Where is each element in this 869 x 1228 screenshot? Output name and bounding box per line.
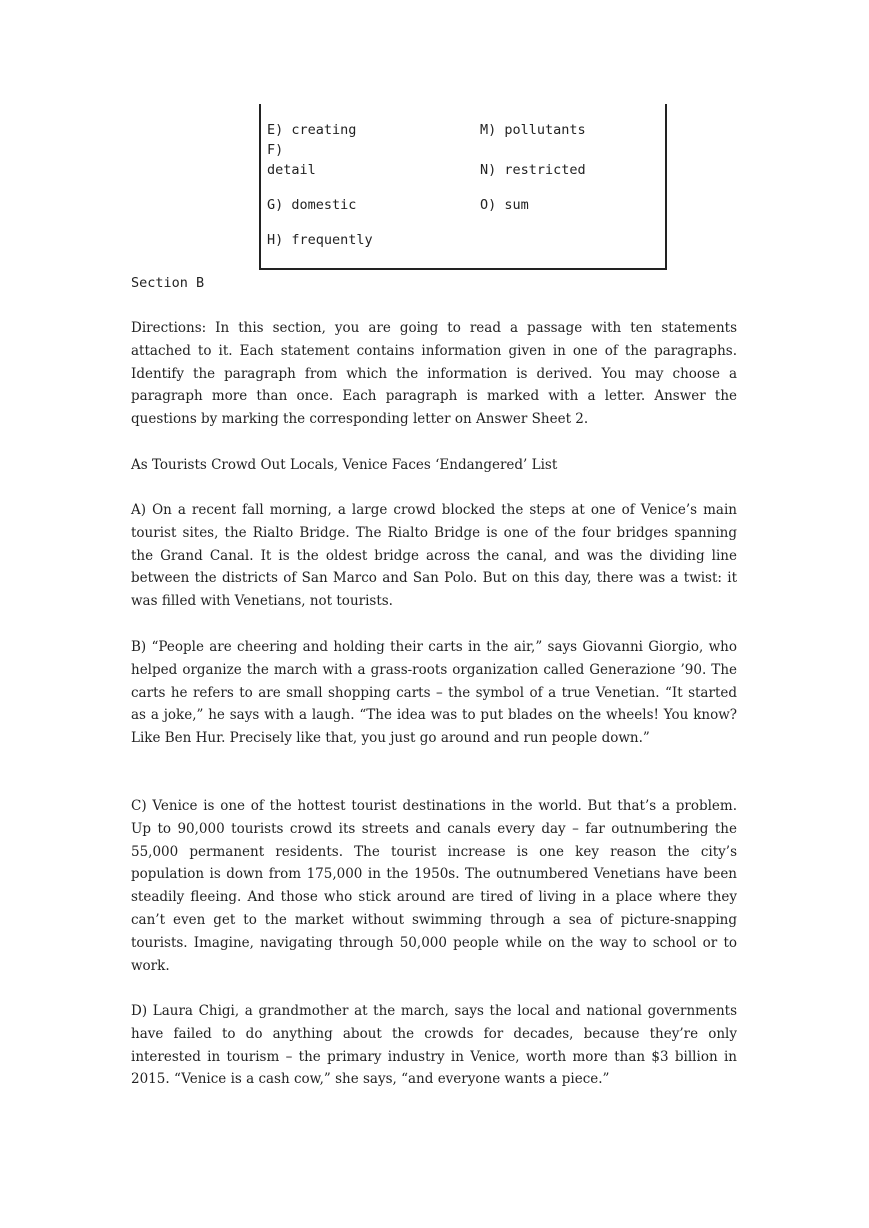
word-bank-word: detail — [267, 162, 316, 178]
word-bank-word: frequently — [291, 232, 373, 248]
word-bank-word: restricted — [504, 162, 586, 178]
paragraph-text: On a recent fall morning, a large crowd blocked the steps at one of Venice’s main tourist sites, the Rialto Bridge. The Rialto Bridge is one of the four bridges spanning the Grand Canal. It is the oldest bridge across the canal, and was the dividing line between the districts of San Marco and San Polo. But on this day, there was a twist: it was filled with Venetians, not tourists. — [131, 502, 737, 610]
paragraph-b — [131, 636, 737, 750]
word-bank-item-o — [480, 195, 529, 215]
passage-title: As Tourists Crowd Out Locals, Venice Faces ‘Endangered’ List — [131, 457, 558, 473]
word-bank-letter: F) — [267, 142, 284, 158]
paragraph-label: A) — [131, 502, 147, 518]
paragraph-label: C) — [131, 798, 147, 814]
word-bank-letter: H) — [267, 232, 284, 248]
word-bank-word: creating — [291, 122, 357, 138]
word-bank-letter: M) — [480, 122, 497, 138]
word-bank-word: domestic — [291, 197, 357, 213]
word-bank-item-e — [267, 120, 356, 140]
word-bank-letter: N) — [480, 162, 497, 178]
word-bank-word: pollutants — [504, 122, 586, 138]
word-bank-letter: E) — [267, 122, 284, 138]
paragraph-text: “People are cheering and holding their carts in the air,” says Giovanni Giorgio, who helped organize the march with a grass-roots organization called Generazione ’90. The carts he refers to are small shopping carts – the symbol of a true Venetian. “It started as a joke,” he says with a laugh. “The idea was to put blades on the wheels! You know? Like Ben Hur. Precisely like that, you just go around and run people down.” — [131, 639, 737, 747]
section-heading: Section B — [131, 275, 205, 291]
word-bank-item-h — [267, 230, 373, 250]
paragraph-label: D) — [131, 1003, 148, 1019]
paragraph-label: B) — [131, 639, 147, 655]
word-bank-word: sum — [504, 197, 529, 213]
paragraph-text: Laura Chigi, a grandmother at the march, says the local and national governments have failed to do anything about the crowds for decades, because they’re only interested in tourism – the primary industry in Venice, worth more than $3 billion in 2015. “Venice is a cash cow,” she says, “and everyone wants a piece.” — [131, 1003, 737, 1088]
word-bank-item-f — [267, 140, 316, 180]
paragraph-d — [131, 1000, 737, 1091]
word-bank-item-n — [480, 160, 586, 180]
word-bank-letter: G) — [267, 197, 284, 213]
directions-paragraph: Directions: In this section, you are going to read a passage with ten statements attached to it. Each statement contains information given in one of the paragraphs. Identify the paragraph from which the information is derived. You may choose a paragraph more than once. Each paragraph is marked with a letter. Answer the questions by marking the corresponding letter on Answer Sheet 2. — [131, 320, 737, 428]
word-bank-letter: O) — [480, 197, 497, 213]
paragraph-a — [131, 499, 737, 613]
paragraph-text: Venice is one of the hottest tourist destinations in the world. But that’s a problem. Up to 90,000 tourists crowd its streets and canals every day – far outnumbering the 55,000 permanent residents. The tourist increase is one key reason the city’s population is down from 175,000 in the 1950s. The outnumbered Venetians have been steadily fleeing. And those who stick around are tired of living in a place where they can’t even get to the market without swimming through a sea of picture-snapping tourists. Imagine, navigating through 50,000 people while on the way to school or to work. — [131, 798, 737, 974]
word-bank-item-m — [480, 120, 586, 140]
word-bank-item-g — [267, 195, 356, 215]
paragraph-c — [131, 795, 737, 977]
